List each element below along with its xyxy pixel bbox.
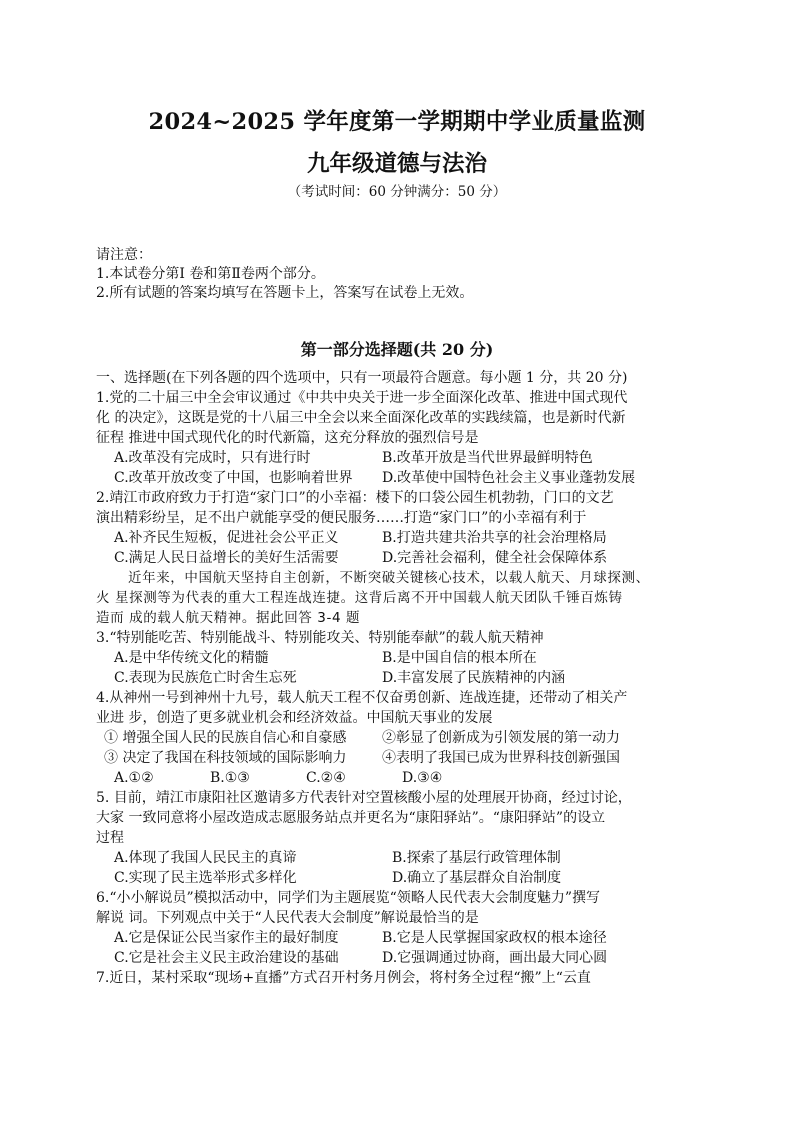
question-4-options-row xyxy=(96,768,716,788)
option-a: A.①② xyxy=(114,770,154,786)
option-b: B.它是人民掌握国家政权的根本途径 xyxy=(382,930,607,946)
option-c: C.满足人民日益增长的美好生活需要 xyxy=(114,550,339,566)
option-d: D.③④ xyxy=(402,770,443,786)
option-c: C.②④ xyxy=(306,770,346,786)
reading-passage: 造而 成的载人航天精神。据此回答 3-4 题 xyxy=(96,610,361,626)
notice-item: 2.所有试题的答案均填写在答题卡上，答案写在试卷上无效。 xyxy=(96,285,474,301)
notice-block xyxy=(96,246,473,303)
option-a: A.补齐民生短板，促进社会公平正义 xyxy=(114,530,339,546)
question-body xyxy=(96,368,716,988)
option-b: B.改革开放是当代世界最鲜明特色 xyxy=(382,450,593,466)
question-1-stem: 1.党的二十届三中全会审议通过《中共中央关于进一步全面深化改革、推进中国式现代 xyxy=(96,390,628,406)
question-6-options-row xyxy=(96,948,716,968)
option-c: C.实现了民主选举形式多样化 xyxy=(114,870,297,886)
option-d: D.它强调通过协商，画出最大同心圆 xyxy=(382,950,608,966)
question-2-options-row xyxy=(96,548,716,568)
option-d: D.完善社会福利，健全社会保障体系 xyxy=(382,550,608,566)
option-b: B.打造共建共治共享的社会治理格局 xyxy=(382,530,607,546)
statement-2: ②彰显了创新成为引领发展的第一动力 xyxy=(382,730,620,746)
question-5-stem: 大家 一致同意将小屋改造成志愿服务站点并更名为“康阳驿站”。“康阳驿站”的设立 xyxy=(96,810,606,826)
question-5-stem: 过程 xyxy=(96,830,124,846)
question-6-options-row xyxy=(96,928,716,948)
statement-4: ④表明了我国已成为世界科技创新强国 xyxy=(382,750,620,766)
option-a: A.它是保证公民当家作主的最好制度 xyxy=(114,930,339,946)
statement-3: ③ 决定了我国在科技领域的国际影响力 xyxy=(104,750,347,766)
question-7-stem: 7.近日，某村采取“现场+直播”方式召开村务月例会，将村务全过程“搬”上“云直 xyxy=(96,970,591,986)
question-6-stem: 解说 词。下列观点中关于“人民代表大会制度”解说最恰当的是 xyxy=(96,910,479,926)
question-3-options-row xyxy=(96,668,716,688)
option-b: B.是中国自信的根本所在 xyxy=(382,650,537,666)
option-d: D.确立了基层群众自治制度 xyxy=(392,870,562,886)
option-a: A.改革没有完成时，只有进行时 xyxy=(114,450,311,466)
option-c: C.改革开放改变了中国，也影响着世界 xyxy=(114,470,353,486)
question-5-options-row xyxy=(96,848,716,868)
option-b: B.①③ xyxy=(210,770,250,786)
reading-passage: 近年来，中国航天坚持自主创新，不断突破关键核心技术，以载人航天、月球探测、 xyxy=(128,570,650,586)
question-4-statements-row xyxy=(96,748,716,768)
question-2-options-row xyxy=(96,528,716,548)
exam-title: 2024~2025 学年度第一学期期中学业质量监测 xyxy=(148,109,646,135)
question-5-stem: 5. 目前，靖江市康阳社区邀请多方代表针对空置核酸小屋的处理展开协商，经过讨论， xyxy=(96,790,632,806)
section-title: 第一部分选择题(共 20 分) xyxy=(300,340,494,359)
question-1-stem: 化 的决定》，这既是党的十八届三中全会以来全面深化改革的实践续篇，也是新时代新 xyxy=(96,410,626,426)
reading-passage: 火 星探测等为代表的重大工程连战连捷。这背后离不开中国载人航天团队千锤百炼铸 xyxy=(96,590,623,606)
question-1-stem: 征程 推进中国式现代化的时代新篇，这充分释放的强烈信号是 xyxy=(96,430,479,446)
question-3-options-row xyxy=(96,648,716,668)
option-a: A.体现了我国人民民主的真谛 xyxy=(114,850,297,866)
option-b: B.探索了基层行政管理体制 xyxy=(392,850,561,866)
option-c: C.它是社会主义民主政治建设的基础 xyxy=(114,950,339,966)
notice-heading: 请注意： xyxy=(96,247,152,263)
question-4-statements-row xyxy=(96,728,716,748)
question-1-options-row xyxy=(96,468,716,488)
question-4-stem: 4.从神州一号到神州十九号，载人航天工程不仅奋勇创新、连战连捷，还带动了相关产 xyxy=(96,690,628,706)
exam-info: （考试时间：60 分钟满分：50 分） xyxy=(287,184,507,200)
question-5-options-row xyxy=(96,868,716,888)
instruction: 一、选择题(在下列各题的四个选项中，只有一项最符合题意。每小题 1 分，共 20 分) xyxy=(96,370,628,386)
option-a: A.是中华传统文化的精髓 xyxy=(114,650,269,666)
question-3-stem: 3.“特别能吃苦、特别能战斗、特别能攻关、特别能奉献”的载人航天精神 xyxy=(96,630,544,646)
question-1-options-row xyxy=(96,448,716,468)
statement-1: ① 增强全国人民的民族自信心和自豪感 xyxy=(104,730,347,746)
option-d: D.改革使中国特色社会主义事业蓬勃发展 xyxy=(382,470,636,486)
option-c: C.表现为民族危亡时舍生忘死 xyxy=(114,670,297,686)
question-2-stem: 演出精彩纷呈，足不出户就能享受的便民服务……打造“家门口”的小幸福有利于 xyxy=(96,510,587,526)
question-4-stem: 业进 步，创造了更多就业机会和经济效益。中国航天事业的发展 xyxy=(96,710,493,726)
subject-title: 九年级道德与法治 xyxy=(306,151,487,177)
notice-item: 1.本试卷分第Ⅰ 卷和第Ⅱ卷两个部分。 xyxy=(96,266,325,282)
question-2-stem: 2.靖江市政府致力于打造“家门口”的小幸福：楼下的口袋公园生机勃勃，门口的文艺 xyxy=(96,490,614,506)
option-d: D.丰富发展了民族精神的内涵 xyxy=(382,670,566,686)
question-6-stem: 6.“小小解说员”模拟活动中，同学们为主题展览“领略人民代表大会制度魅力”撰写 xyxy=(96,890,600,906)
